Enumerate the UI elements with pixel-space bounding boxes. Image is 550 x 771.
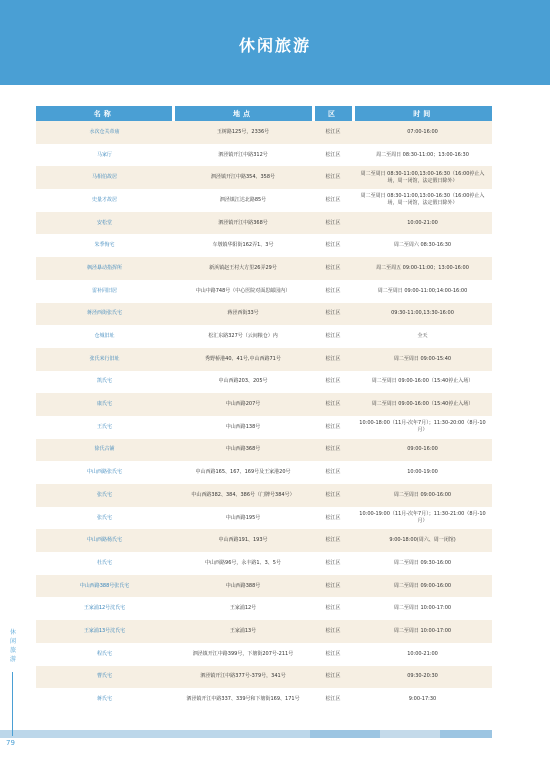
- cell-name: 安松堂: [36, 212, 173, 235]
- cell-hours: 09:30-11:00,13:30-16:00: [353, 303, 492, 326]
- cell-district: 松江区: [313, 234, 353, 257]
- cell-address: 泗泾镇开江中路377号-379号，341号: [173, 666, 313, 689]
- cell-name: 徐氏古铺: [36, 439, 173, 462]
- cell-name: 王家浦13号沈氏宅: [36, 620, 173, 643]
- table-row: [36, 597, 492, 620]
- column-header-address: 地点: [173, 106, 313, 121]
- cell-name: 朱季恂宅: [36, 234, 173, 257]
- cell-address: 中山西路96号，永丰路1、3、5号: [173, 552, 313, 575]
- cell-district: 松江区: [313, 529, 353, 552]
- cell-address: 中山西路138号: [173, 416, 313, 439]
- cell-address: 新浜镇赵王村大方里26弄29号: [173, 257, 313, 280]
- table-row: [36, 325, 492, 348]
- table-row: [36, 257, 492, 280]
- table-row: [36, 620, 492, 643]
- cell-hours: 09:30-20:30: [353, 666, 492, 689]
- cell-name: 曹氏宅: [36, 666, 173, 689]
- footer-bar-segment: [0, 730, 310, 738]
- table-row: [36, 348, 492, 371]
- table-row: [36, 416, 492, 439]
- footer-bar-segment: [380, 730, 440, 738]
- cell-address: 王家浦12号: [173, 597, 313, 620]
- table-row: [36, 371, 492, 394]
- table-body: [36, 121, 492, 711]
- cell-address: 泗泾镇开江中路368号: [173, 212, 313, 235]
- cell-address: 秀野桥港40、41号,中山西路71号: [173, 348, 313, 371]
- cell-district: 松江区: [313, 507, 353, 530]
- cell-district: 松江区: [313, 348, 353, 371]
- cell-hours: 9:00-17:30: [353, 688, 492, 711]
- column-header-district: 区: [313, 106, 353, 121]
- cell-address: 中山西路195号: [173, 507, 313, 530]
- footer-bar-segment: [310, 730, 380, 738]
- table-row: [36, 393, 492, 416]
- cell-district: 松江区: [313, 597, 353, 620]
- section-side-label: 休闲旅游: [9, 629, 16, 663]
- page-number: 79: [6, 739, 15, 747]
- cell-name: 中山西路388号张氏宅: [36, 575, 173, 598]
- cell-address: 松汇东路327号（云间粮仓）内: [173, 325, 313, 348]
- cell-name: 中山西路杨氏宅: [36, 529, 173, 552]
- cell-district: 松江区: [313, 212, 353, 235]
- table-row: [36, 507, 492, 530]
- cell-district: 松江区: [313, 666, 353, 689]
- cell-address: 中山西路382、384、386号（门牌号384号）: [173, 484, 313, 507]
- cell-district: 松江区: [313, 552, 353, 575]
- cell-hours: 10:00-21:00: [353, 643, 492, 666]
- cell-name: 王氏宅: [36, 416, 173, 439]
- cell-hours: 10:00-19:00: [353, 461, 492, 484]
- cell-name: 马家厅: [36, 144, 173, 167]
- column-header-hours: 时间: [353, 106, 492, 121]
- cell-district: 松江区: [313, 643, 353, 666]
- cell-hours: 周二至周日 09:30-16:00: [353, 552, 492, 575]
- cell-name: 枫泾暴动指挥所: [36, 257, 173, 280]
- cell-district: 松江区: [313, 166, 353, 189]
- table-row: [36, 303, 492, 326]
- cell-address: 中山中路748号（中心医院对面思邮园内）: [173, 280, 313, 303]
- section-side-line: [12, 672, 13, 736]
- cell-hours: 周二至周六 08:30-16:30: [353, 234, 492, 257]
- cell-hours: 周二至周五 09:00-11:00；13:00-16:00: [353, 257, 492, 280]
- page-banner: [0, 0, 550, 85]
- page-title: 休闲旅游: [238, 36, 311, 55]
- cell-hours: 07:00-16:00: [353, 121, 492, 144]
- cell-district: 松江区: [313, 144, 353, 167]
- cell-address: 泗泾镇开江中路354、358号: [173, 166, 313, 189]
- cell-name: 蒋氏宅: [36, 688, 173, 711]
- table-row: [36, 189, 492, 212]
- cell-address: 中山西路165、167、169号及王家港20号: [173, 461, 313, 484]
- table-row: [36, 575, 492, 598]
- cell-name: 凯氏宅: [36, 371, 173, 394]
- footer-bar-segment: [440, 730, 492, 738]
- cell-district: 松江区: [313, 189, 353, 212]
- table-row: [36, 439, 492, 462]
- cell-name: 雷补同旧居: [36, 280, 173, 303]
- table-row: [36, 484, 492, 507]
- cell-address: 玉树路125号，2336号: [173, 121, 313, 144]
- cell-hours: 周二至周日 09:00-16:00（15:40停止入场）: [353, 371, 492, 394]
- table-header-row: [36, 106, 492, 121]
- cell-name: 程氏宅: [36, 643, 173, 666]
- cell-district: 松江区: [313, 620, 353, 643]
- cell-hours: 周二至周日 09:00-16:00（15:40停止入场）: [353, 393, 492, 416]
- cell-district: 松江区: [313, 461, 353, 484]
- cell-hours: 全天: [353, 325, 492, 348]
- cell-district: 松江区: [313, 257, 353, 280]
- cell-hours: 周二至周日 08:30-11:00,13:00-16:30（16:00停止入场，周一闭馆，法定假日除外）: [353, 189, 492, 212]
- cell-hours: 周二至周日 09:00-11:00;14:00-16:00: [353, 280, 492, 303]
- cell-address: 车墩镇华阳街162弄1、3号: [173, 234, 313, 257]
- cell-address: 王家浦13号: [173, 620, 313, 643]
- table-row: [36, 529, 492, 552]
- cell-hours: 09:00-16:00: [353, 439, 492, 462]
- cell-name: 水次仓关帝庙: [36, 121, 173, 144]
- cell-address: 泗泾镇开江中路312号: [173, 144, 313, 167]
- cell-address: 泗泾镇江达北路85号: [173, 189, 313, 212]
- table-row: [36, 552, 492, 575]
- cell-address: 中山西路388号: [173, 575, 313, 598]
- cell-name: 中山西路张氏宅: [36, 461, 173, 484]
- cell-district: 松江区: [313, 439, 353, 462]
- cell-district: 松江区: [313, 371, 353, 394]
- cell-district: 松江区: [313, 484, 353, 507]
- cell-hours: 周二至周日 09:00-16:00: [353, 575, 492, 598]
- attractions-table: [36, 106, 492, 711]
- cell-hours: 周二至周日 09:00-16:00: [353, 484, 492, 507]
- cell-district: 松江区: [313, 325, 353, 348]
- column-header-name: 名称: [36, 106, 173, 121]
- cell-district: 松江区: [313, 575, 353, 598]
- cell-district: 松江区: [313, 303, 353, 326]
- cell-name: 蒋泾西街张氏宅: [36, 303, 173, 326]
- cell-name: 张氏宅: [36, 507, 173, 530]
- cell-name: 杜氏宅: [36, 552, 173, 575]
- cell-name: 王家浦12号沈氏宅: [36, 597, 173, 620]
- cell-address: 中山西路191、193号: [173, 529, 313, 552]
- table-row: [36, 643, 492, 666]
- cell-hours: 周二至周日 08:30-11:00；13:00-16:30: [353, 144, 492, 167]
- cell-name: 马相伯故居: [36, 166, 173, 189]
- table-row: [36, 666, 492, 689]
- cell-address: 中山西路203、205号: [173, 371, 313, 394]
- cell-hours: 10:00-19:00（11月-次年7月）；11:30-21:00（8月-10月）: [353, 507, 492, 530]
- cell-hours: 周二至周日 08:30-11:00,13:00-16:30（16:00停止入场，周一闭馆，法定假日除外）: [353, 166, 492, 189]
- cell-name: 康氏宅: [36, 393, 173, 416]
- cell-address: 泗泾镇开江中路399号，下塘街207号-211号: [173, 643, 313, 666]
- table-row: [36, 234, 492, 257]
- cell-district: 松江区: [313, 280, 353, 303]
- cell-address: 泗泾镇开江中路337、339号和下塘街169、171号: [173, 688, 313, 711]
- cell-district: 松江区: [313, 121, 353, 144]
- cell-hours: 周二至周日 09:00-15:40: [353, 348, 492, 371]
- attractions-table-wrapper: [36, 106, 492, 711]
- cell-address: 中山西路368号: [173, 439, 313, 462]
- cell-district: 松江区: [313, 688, 353, 711]
- cell-hours: 10:00-21:00: [353, 212, 492, 235]
- cell-address: 蒋泾西街33号: [173, 303, 313, 326]
- table-row: [36, 144, 492, 167]
- cell-district: 松江区: [313, 393, 353, 416]
- cell-district: 松江区: [313, 416, 353, 439]
- cell-name: 仓城旧址: [36, 325, 173, 348]
- table-row: [36, 212, 492, 235]
- table-row: [36, 166, 492, 189]
- table-row: [36, 280, 492, 303]
- table-row: [36, 121, 492, 144]
- cell-hours: 9:00-18:00(周六、周一闭馆): [353, 529, 492, 552]
- table-row: [36, 688, 492, 711]
- cell-name: 张氏宅: [36, 484, 173, 507]
- cell-address: 中山西路207号: [173, 393, 313, 416]
- cell-hours: 10:00-18:00（11月-次年7月）；11:30-20:00（8月-10月）: [353, 416, 492, 439]
- cell-hours: 周二至周日 10:00-17:00: [353, 620, 492, 643]
- cell-hours: 周二至周日 10:00-17:00: [353, 597, 492, 620]
- cell-name: 史量才故居: [36, 189, 173, 212]
- table-row: [36, 461, 492, 484]
- cell-name: 张氏米行旧址: [36, 348, 173, 371]
